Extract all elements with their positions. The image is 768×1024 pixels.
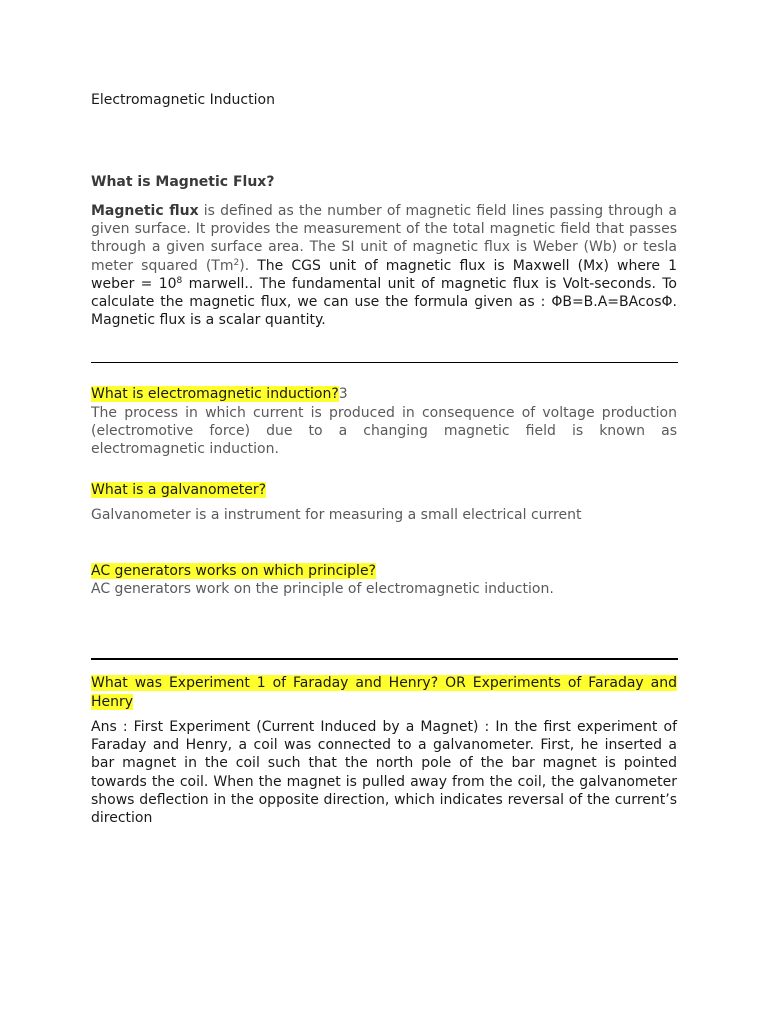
answer-electromagnetic-induction: The process in which current is produced in consequence of voltage production (electromotive force) due to a changing magnetic field is known as electromagnetic induction.	[91, 405, 677, 458]
question-faraday-henry	[91, 674, 677, 712]
divider-thin	[91, 362, 678, 363]
question-text: What is a galvanometer?	[91, 482, 267, 498]
question-ac-generators	[91, 562, 376, 581]
question-suffix: 3	[338, 386, 348, 402]
flux-unit-superscript: 2	[233, 257, 240, 268]
flux-term: Magnetic flux	[91, 203, 199, 219]
answer-ac-generators: AC generators work on the principle of electromagnetic induction.	[91, 581, 554, 597]
divider-thick	[91, 658, 678, 660]
question-text: What was Experiment 1 of Faraday and Henry? OR Experiments of Faraday and Henry	[91, 675, 677, 710]
flux-heading: What is Magnetic Flux?	[91, 174, 275, 190]
flux-cgs-text: The CGS unit of magnetic flux is Maxwell (Mx) where 1 weber = 10	[91, 257, 677, 292]
flux-power-superscript: 8	[176, 275, 183, 286]
answer-galvanometer: Galvanometer is a instrument for measuring a small electrical current	[91, 507, 582, 523]
question-text: What is electromagnetic induction?	[91, 386, 339, 402]
flux-definition: is defined as the number of magnetic field lines passing through a given surface. It provides the measurement of the total magnetic field that passes through a given surface area. The SI unit of magnetic flux is Weber (Wb) or tesla meter squared (Tm	[91, 203, 678, 274]
question-electromagnetic-induction	[91, 385, 348, 404]
flux-definition-close: ).	[239, 257, 250, 274]
question-galvanometer	[91, 481, 266, 500]
flux-paragraph	[91, 202, 677, 329]
document-title: Electromagnetic Induction	[91, 92, 275, 108]
flux-cgs-text-rest: marwell.. The fundamental unit of magnetic flux is Volt-seconds. To calculate the magnetic flux, we can use the formula given as : ΦB=B.A=BAcosΦ. Magnetic flux is a scalar quantity.	[91, 275, 677, 329]
question-text: AC generators works on which principle?	[91, 563, 376, 579]
answer-faraday-henry: Ans : First Experiment (Current Induced by a Magnet) : In the first experiment of Faraday and Henry, a coil was connected to a galvanometer. First, he inserted a bar magnet in the coil such that the north pole of the bar magnet is pointed towards the coil. When the magnet is pulled away from the coil, the galvanometer shows deflection in the opposite direction, which indicates reversal of the current’s direction	[91, 719, 677, 827]
